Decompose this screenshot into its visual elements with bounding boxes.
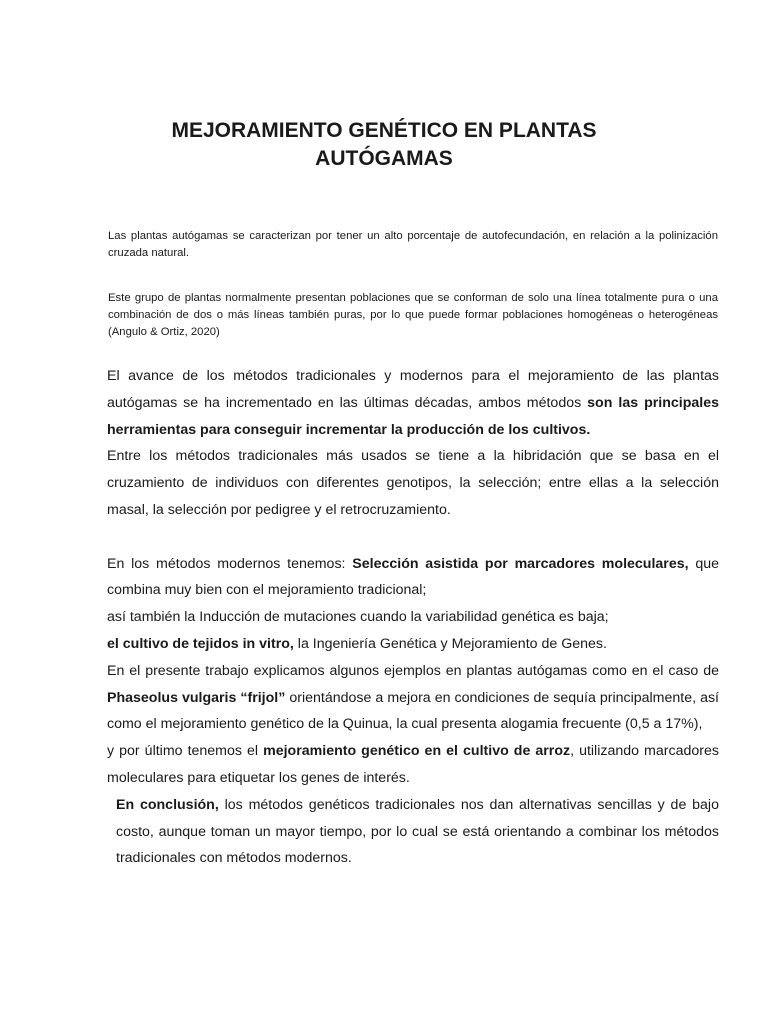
paragraph-modern-methods xyxy=(107,551,719,605)
bold-emphasis: mejoramiento genético en el cultivo de arroz xyxy=(263,743,571,760)
paragraph-advances xyxy=(107,363,719,443)
paragraph-text: En los métodos modernos tenemos: xyxy=(107,555,353,572)
paragraph-text: que combina muy bien con el mejoramiento tradicional; xyxy=(107,555,720,599)
paragraph-text: los métodos genéticos tradicionales nos dan alternativas sencillas y de bajo costo, aunque toman un mayor tiempo, por lo cual se está orientando a combinar los métodos tradicionales con métodos modernos. xyxy=(116,796,719,867)
title-line-1: MEJORAMIENTO GENÉTICO EN PLANTAS xyxy=(171,119,597,142)
bold-emphasis: Phaseolus vulgaris “frijol” xyxy=(107,689,286,706)
paragraph-mutations: así también la Inducción de mutaciones cuando la variabilidad genética es baja; xyxy=(107,609,609,626)
bold-emphasis: En conclusión, xyxy=(116,796,219,813)
document-body xyxy=(107,363,719,872)
title-line-2: AUTÓGAMAS xyxy=(315,147,453,170)
intro-paragraph-1: Las plantas autógamas se caracterizan por tener un alto porcentaje de autofecundación, en relación a la polinización cruzada natural. xyxy=(108,230,718,259)
paragraph-traditional-methods: Entre los métodos tradicionales más usados se tiene a la hibridación que se basa en el cruzamiento de individuos con diferentes genotipos, la selección; entre ellas a la selección masal, la selección por pedigree y el retrocruzamiento. xyxy=(107,448,719,518)
paragraph-text: y por último tenemos el xyxy=(107,743,264,760)
document-title xyxy=(60,117,708,173)
bold-emphasis: el cultivo de tejidos in vitro, xyxy=(107,635,294,652)
paragraph-tissue-culture xyxy=(107,631,719,658)
paragraph-text: En el presente trabajo explicamos algunos ejemplos en plantas autógamas como en el caso de xyxy=(107,662,719,679)
paragraph-text: orientándose a mejora en condiciones de sequía principalmente, así como el mejoramiento genético de la Quinua, la cual presenta alogamia frecuente (0,5 a 17%), xyxy=(107,689,719,733)
bold-emphasis: Selección asistida por marcadores moleculares, xyxy=(352,555,689,572)
intro-paragraph-2: Este grupo de plantas normalmente presentan poblaciones que se conforman de solo una línea totalmente pura o una combinación de dos o más líneas también puras, por lo que puede formar poblaciones homogéneas o heterogéneas (Angulo & Ortiz, 2020) xyxy=(108,292,718,338)
paragraph-text: El avance de los métodos tradicionales y modernos para el mejoramiento de las plantas autógamas se ha incrementado en las últimas décadas, ambos métodos xyxy=(107,368,719,411)
paragraph-text: la Ingeniería Genética y Mejoramiento de Genes. xyxy=(293,635,607,652)
bold-emphasis: son las principales herramientas para conseguir incrementar la producción de los cultivos. xyxy=(107,394,719,438)
paragraph-text: , utilizando marcadores moleculares para etiquetar los genes de interés. xyxy=(107,743,719,786)
paragraph-rice xyxy=(107,738,719,792)
paragraph-examples xyxy=(107,658,719,738)
paragraph-spacer xyxy=(107,524,719,551)
paragraph-conclusion xyxy=(107,792,719,872)
